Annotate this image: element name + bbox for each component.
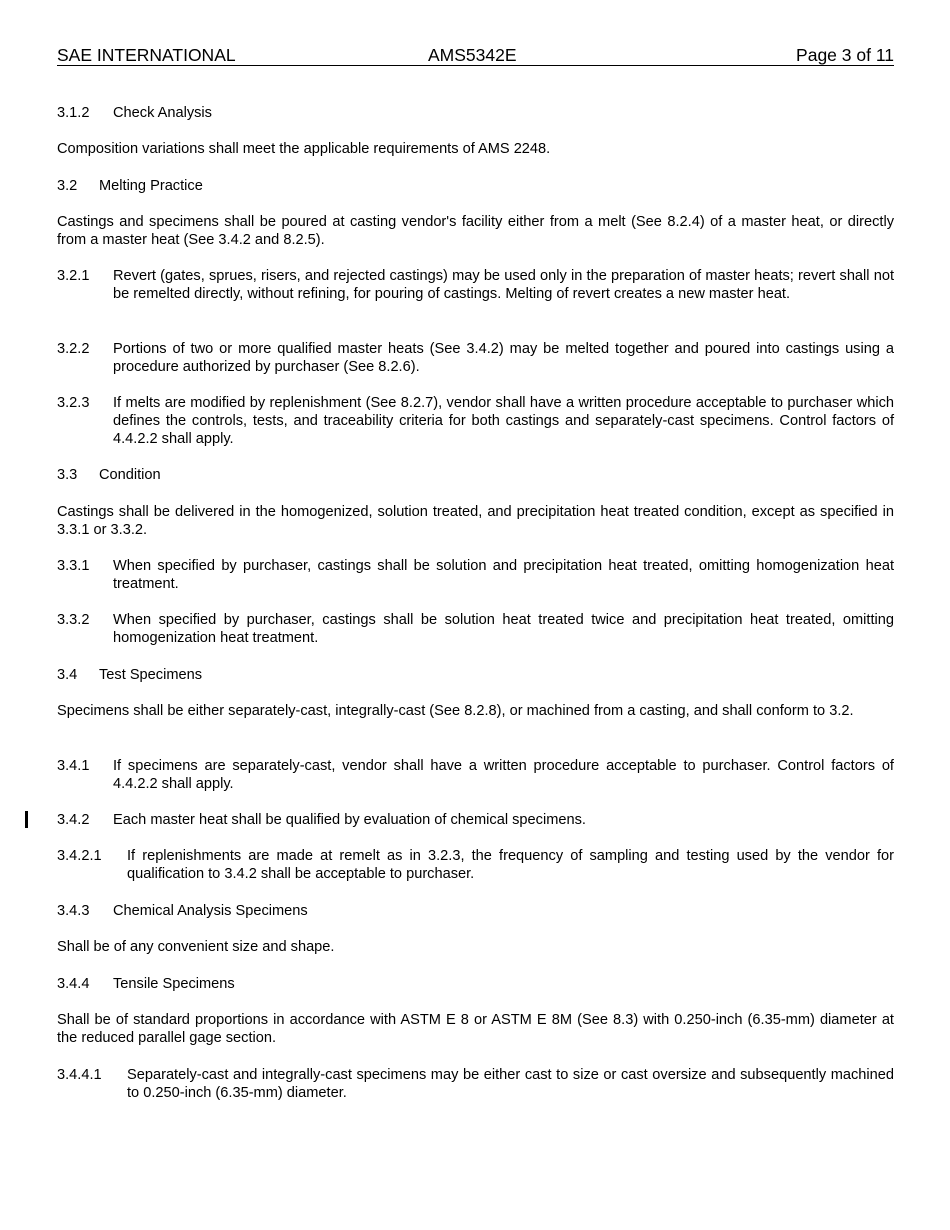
header-organization: SAE INTERNATIONAL	[57, 45, 236, 65]
numbered-item	[57, 611, 894, 647]
header-document-id: AMS5342E	[428, 45, 517, 65]
paragraph: Composition variations shall meet the applicable requirements of AMS 2248.	[57, 141, 551, 157]
item-number: 3.4.2	[57, 812, 90, 828]
section-title: Chemical Analysis Specimens	[113, 903, 308, 919]
page-header	[57, 45, 894, 66]
item-number: 3.4.4.1	[57, 1067, 102, 1083]
section-title: Condition	[99, 467, 161, 483]
paragraph: Castings shall be delivered in the homogenized, solution treated, and precipitation heat treated condition, except as specified in 3.3.1 or 3.3.2.	[57, 504, 894, 538]
section-number: 3.3	[57, 467, 78, 483]
numbered-item	[57, 394, 894, 448]
item-number: 3.4.2.1	[57, 848, 102, 864]
section-title: Tensile Specimens	[113, 976, 235, 992]
item-number: 3.2.2	[57, 341, 90, 357]
item-text: If replenishments are made at remelt as in 3.2.3, the frequency of sampling and testing used by the vendor for qualification to 3.4.2 shall be acceptable to purchaser.	[127, 848, 894, 882]
item-number: 3.4.1	[57, 758, 90, 774]
numbered-item	[57, 847, 894, 883]
section-title: Check Analysis	[113, 105, 212, 121]
section-heading	[57, 975, 894, 993]
section-number: 3.2	[57, 178, 78, 194]
section-heading	[57, 104, 894, 122]
numbered-item	[57, 757, 894, 793]
paragraph: Shall be of any convenient size and shape.	[57, 939, 335, 955]
section-heading	[57, 666, 894, 684]
item-number: 3.3.1	[57, 558, 90, 574]
section-number: 3.1.2	[57, 105, 90, 121]
item-text: When specified by purchaser, castings shall be solution heat treated twice and precipitation heat treated, omitting homogenization heat treatment.	[113, 612, 894, 646]
item-text: Portions of two or more qualified master heats (See 3.4.2) may be melted together and poured into castings using a procedure authorized by purchaser (See 8.2.6).	[113, 341, 894, 375]
item-text: If specimens are separately-cast, vendor shall have a written procedure acceptable to purchaser. Control factors of 4.4.2.2 shall apply.	[113, 758, 894, 792]
numbered-item	[57, 1066, 894, 1102]
section-number: 3.4	[57, 667, 78, 683]
header-page-number: Page 3 of 11	[796, 45, 894, 65]
section-title: Melting Practice	[99, 178, 203, 194]
numbered-item	[57, 340, 894, 376]
paragraph: Castings and specimens shall be poured at casting vendor's facility either from a melt (See 8.2.4) of a master heat, or directly from a master heat (See 3.4.2 and 8.2.5).	[57, 214, 894, 248]
section-number: 3.4.3	[57, 903, 90, 919]
section-number: 3.4.4	[57, 976, 90, 992]
item-text: If melts are modified by replenishment (See 8.2.7), vendor shall have a written procedure acceptable to purchaser which defines the controls, tests, and traceability criteria for both castings and separately-cast specimens. Control factors of 4.4.2.2 shall apply.	[113, 395, 894, 447]
section-title: Test Specimens	[99, 667, 203, 683]
item-text: When specified by purchaser, castings shall be solution and precipitation heat treated, omitting homogenization heat treatment.	[113, 558, 894, 592]
item-text: Each master heat shall be qualified by evaluation of chemical specimens.	[113, 812, 586, 828]
item-number: 3.2.3	[57, 395, 90, 411]
section-heading	[57, 177, 894, 195]
paragraph: Specimens shall be either separately-cast, integrally-cast (See 8.2.8), or machined from a casting, and shall conform to 3.2.	[57, 703, 854, 719]
item-number: 3.3.2	[57, 612, 90, 628]
numbered-item	[57, 811, 894, 829]
paragraph: Shall be of standard proportions in accordance with ASTM E 8 or ASTM E 8M (See 8.3) with 0.250-inch (6.35-mm) diameter at the reduced parallel gage section.	[57, 1012, 894, 1046]
numbered-item	[57, 557, 894, 593]
item-text: Revert (gates, sprues, risers, and rejected castings) may be used only in the preparation of master heats; revert shall not be remelted directly, without refining, for pouring of castings. Melting of revert creates a new master heat.	[113, 268, 894, 302]
revision-change-bar	[25, 811, 28, 828]
item-text: Separately-cast and integrally-cast specimens may be either cast to size or cast oversize and subsequently machined to 0.250-inch (6.35-mm) diameter.	[127, 1067, 894, 1101]
item-number: 3.2.1	[57, 268, 90, 284]
section-heading	[57, 466, 894, 484]
numbered-item	[57, 267, 894, 303]
section-heading	[57, 902, 894, 920]
